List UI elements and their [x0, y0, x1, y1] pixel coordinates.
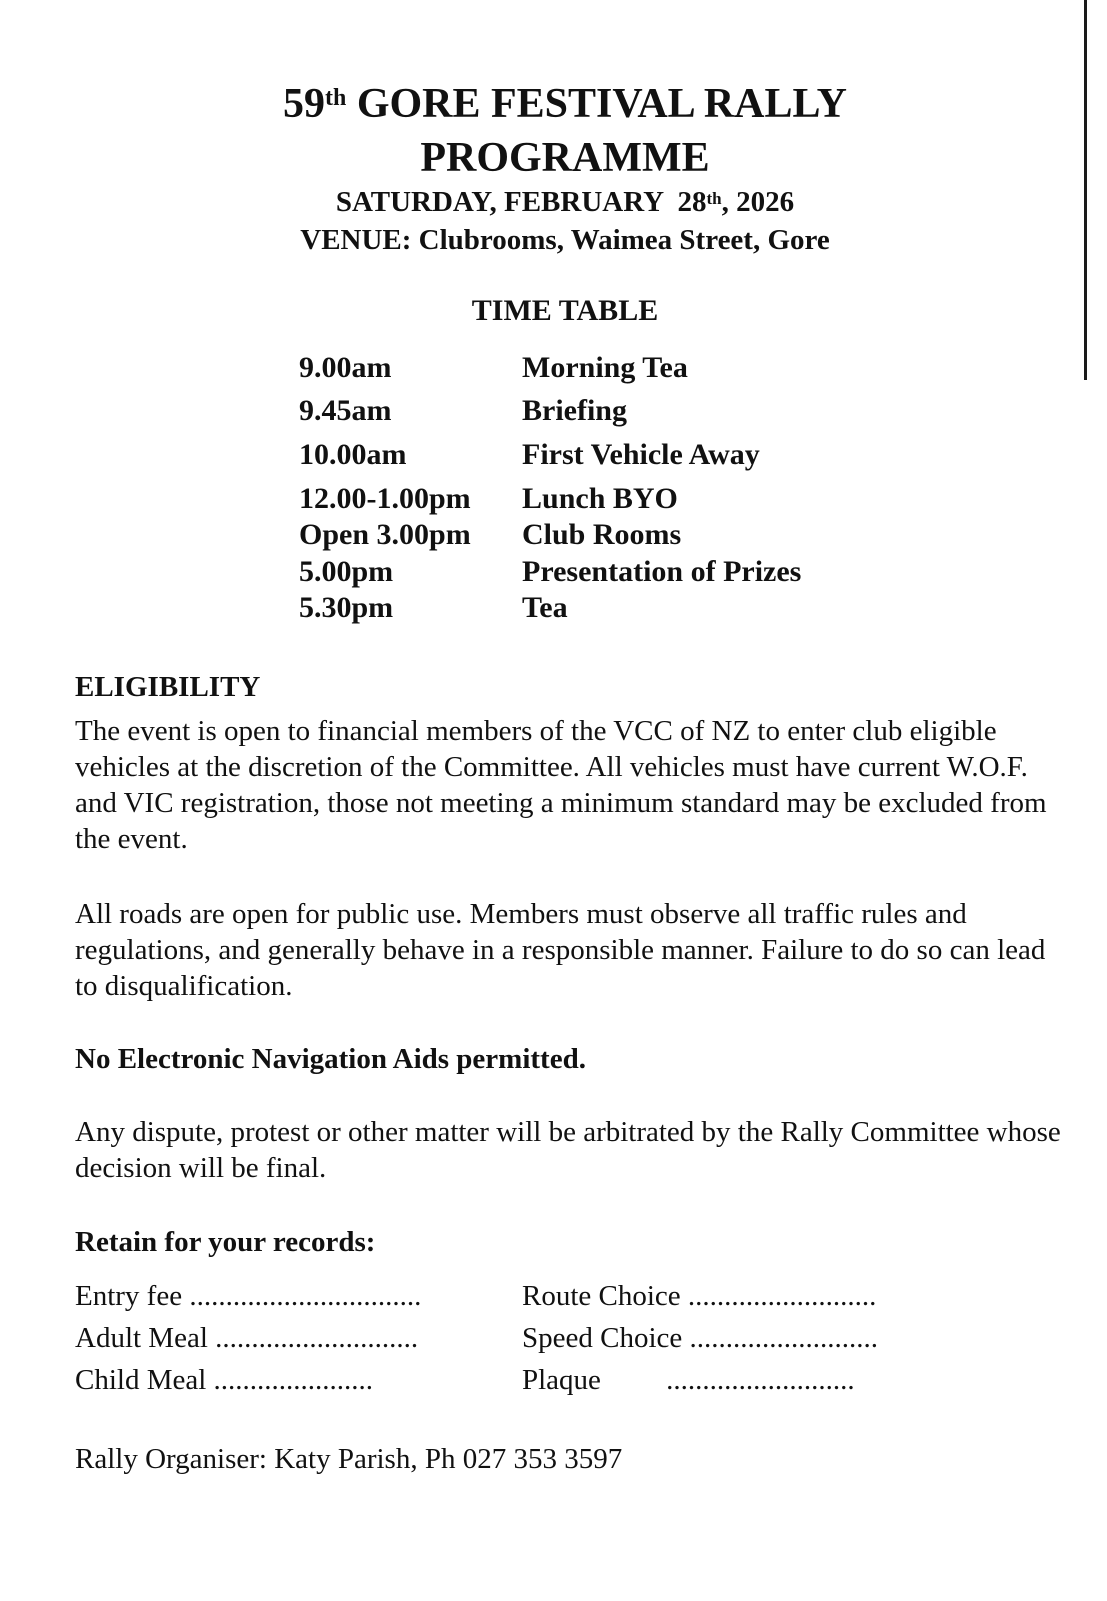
record-child-meal: Child Meal ...................... [75, 1364, 374, 1396]
navigation-notice: No Electronic Navigation Aids permitted. [75, 1043, 586, 1075]
roads-paragraph: All roads are open for public use. Members must observe all traffic rules and regulations, and generally behave in a responsible manner. Failure to do so can lead to disqualification. [75, 898, 1046, 1002]
timetable-row: Open 3.00pm Club Rooms [299, 518, 682, 551]
eligibility-paragraph: The event is open to financial members of the VCC of NZ to enter club eligible vehicles at the discretion of the Committee. All vehicles must have current W.O.F. and VIC registration, those not meeting a minimum standard may be excluded from the event. [75, 715, 1047, 855]
timetable-row: 5.00pm Presentation of Prizes [299, 555, 802, 588]
organiser-contact: Rally Organiser: Katy Parish, Ph 027 353 3597 [75, 1443, 623, 1475]
record-speed-choice: Speed Choice .......................... [522, 1322, 879, 1354]
record-adult-meal: Adult Meal ............................ [75, 1322, 419, 1354]
page-title: 59th GORE FESTIVAL RALLY [282, 81, 848, 127]
eligibility-heading: ELIGIBILITY [75, 671, 261, 703]
event-venue: VENUE: Clubrooms, Waimea Street, Gore [300, 224, 830, 256]
timetable-row: 5.30pm Tea [299, 591, 568, 624]
dispute-paragraph: Any dispute, protest or other matter will be arbitrated by the Rally Committee whose decision will be final. [75, 1116, 1061, 1184]
record-route-choice: Route Choice .......................... [522, 1280, 877, 1312]
records-heading: Retain for your records: [75, 1226, 376, 1258]
timetable-row: 12.00-1.00pm Lunch BYO [299, 482, 678, 515]
timetable-row: 9.00am Morning Tea [299, 351, 688, 384]
event-date: SATURDAY, FEBRUARY 28th, 2026 [335, 186, 795, 218]
page-title-line2: PROGRAMME [420, 135, 710, 181]
timetable-row: 10.00am First Vehicle Away [299, 438, 760, 471]
timetable-row: 9.45am Briefing [299, 394, 627, 427]
record-plaque: Plaque .......................... [522, 1364, 855, 1396]
timetable-heading: TIME TABLE [471, 294, 659, 327]
record-entry-fee: Entry fee ................................ [75, 1280, 422, 1312]
